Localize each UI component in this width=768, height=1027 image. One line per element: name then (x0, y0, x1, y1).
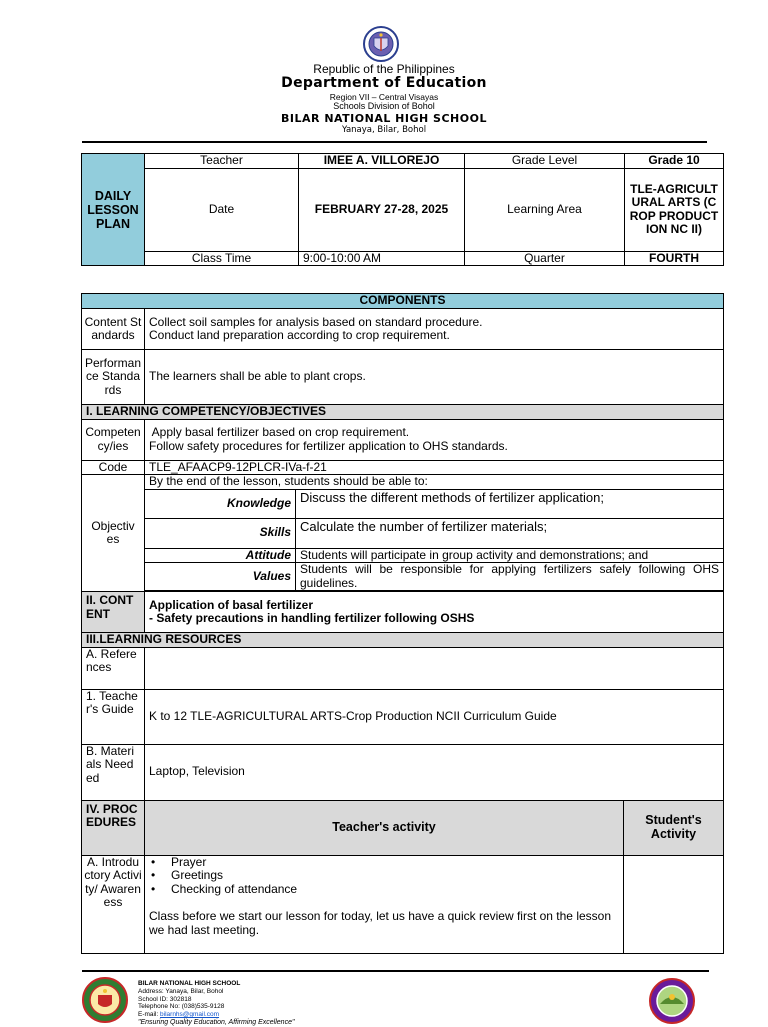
intro-items-list (149, 856, 619, 897)
components-header: COMPONENTS (82, 294, 724, 309)
footer-school-name: BILAR NATIONAL HIGH SCHOOL (138, 980, 241, 987)
performance-standards-label: Performance Standards (82, 350, 145, 405)
knowledge-label-text: Knowledge (226, 495, 291, 510)
footer-school-id: School ID: 302818 (138, 995, 192, 1003)
grade-label: Grade Level (465, 154, 625, 169)
lesson-plan-table (81, 293, 724, 954)
date-value: FEBRUARY 27-28, 2025 (299, 168, 465, 251)
attitude-label-text: Attitude (245, 548, 291, 562)
school-name: BILAR NATIONAL HIGH SCHOOL (281, 112, 487, 125)
competencies-label: Competency/ies (82, 419, 145, 460)
content-standards-value (145, 309, 724, 350)
time-label: Class Time (145, 251, 299, 266)
competency-2: Follow safety procedures for fertilizer application to OHS standards. (149, 438, 508, 453)
section-3-heading: III.LEARNING RESOURCES (82, 633, 724, 648)
skills-label-text: Skills (259, 525, 291, 540)
grade-value: Grade 10 (625, 154, 724, 169)
department-title: Department of Education (281, 75, 487, 91)
area-label: Learning Area (465, 168, 625, 251)
footer-divider (82, 970, 709, 972)
skills-label (145, 518, 296, 548)
content-line-2: - Safety precautions in handling fertilizer following OSHS (149, 611, 475, 625)
section-2-heading: II. CONTENT (82, 592, 145, 633)
footer-telephone: Telephone No: (038)535-9128 (138, 1003, 225, 1011)
teacher-label: Teacher (145, 154, 299, 169)
division-seal-logo (644, 978, 700, 1024)
list-item: • Greetings (149, 869, 619, 883)
footer-email-label: E-mail: (138, 1011, 161, 1019)
attitude-value: Students will participate in group activity and demonstrations; and (296, 548, 724, 563)
area-value: TLE-AGRICULTURAL ARTS (CROP PRODUCTION NC II) (625, 168, 724, 251)
list-item: • Prayer (149, 856, 619, 870)
performance-standards-value: The learners shall be able to plant crops. (145, 350, 724, 405)
values-label (145, 563, 296, 591)
code-label: Code (82, 460, 145, 475)
intro-student-activity (624, 855, 724, 953)
intro-activity-label: A. Introductory Activity/ Awareness (82, 855, 145, 953)
values-value: Students will be responsible for applying fertilizers safely following OHS guidelines. (296, 563, 724, 591)
teachers-guide-label: 1. Teacher's Guide (82, 689, 145, 744)
division-line: Schools Division of Bohol (333, 101, 435, 111)
date-label: Date (145, 168, 299, 251)
quarter-value: FOURTH (625, 251, 724, 266)
footer-address: Address: Yanaya, Bilar, Bohol (138, 987, 224, 995)
attitude-label (145, 548, 296, 563)
section-1-heading: I. LEARNING COMPETENCY/OBJECTIVES (82, 405, 724, 420)
quarter-label: Quarter (465, 251, 625, 266)
teacher-activity-header: Teacher's activity (145, 800, 624, 855)
content-value (145, 592, 724, 633)
section-4-heading: IV. PROCEDURES (82, 800, 145, 855)
footer-email-link[interactable]: bilarnhs@gmail.com (160, 1011, 220, 1019)
teacher-value: IMEE A. VILLOREJO (299, 154, 465, 169)
knowledge-value: Discuss the different methods of fertilizer application; (296, 489, 724, 518)
region-line: Region VII – Central Visayas (329, 92, 439, 102)
materials-value: Laptop, Television (145, 744, 724, 800)
footer-motto: "Ensuring Quality Education, Affirming Excellence" (138, 1018, 295, 1026)
competency-1: Apply basal fertilizer based on crop requirement. (149, 425, 410, 439)
content-standard-2: Conduct land preparation according to crop requirement. (149, 328, 450, 342)
school-address: Yanaya, Bilar, Bohol (341, 125, 427, 135)
dlp-label: DAILY LESSON PLAN (82, 154, 145, 266)
materials-label: B. Materials Needed (82, 744, 145, 800)
content-line-1: Application of basal fertilizer (149, 597, 314, 612)
school-seal-logo (76, 977, 134, 1023)
footer-info (138, 980, 294, 1027)
deped-seal-logo (357, 26, 405, 62)
footer-email-row (138, 1011, 294, 1019)
list-item: • Checking of attendance (149, 883, 619, 897)
lesson-info-table (81, 153, 724, 266)
objectives-label: Objectives (82, 475, 145, 592)
student-activity-header: Student's Activity (624, 800, 724, 855)
time-value: 9:00-10:00 AM (299, 251, 465, 266)
content-standards-label: Content Standards (82, 309, 145, 350)
intro-activity-content (145, 855, 624, 953)
objectives-intro: By the end of the lesson, students should be able to: (145, 475, 724, 490)
references-value (145, 647, 724, 689)
header-divider (82, 141, 707, 143)
references-label: A. References (82, 647, 145, 689)
republic-line: Republic of the Philippines (313, 62, 455, 76)
competencies-value (145, 419, 724, 460)
skills-value: Calculate the number of fertilizer materials; (296, 518, 724, 548)
content-standard-1: Collect soil samples for analysis based on standard procedure. (149, 314, 483, 329)
code-value: TLE_AFAACP9-12PLCR-IVa-f-21 (145, 460, 724, 475)
knowledge-label (145, 489, 296, 518)
teachers-guide-value: K to 12 TLE-AGRICULTURAL ARTS-Crop Production NCII Curriculum Guide (145, 689, 724, 744)
intro-text: Class before we start our lesson for today, let us have a quick review first on the lesson we had last meeting. (149, 909, 611, 937)
values-label-text: Values (252, 568, 291, 583)
